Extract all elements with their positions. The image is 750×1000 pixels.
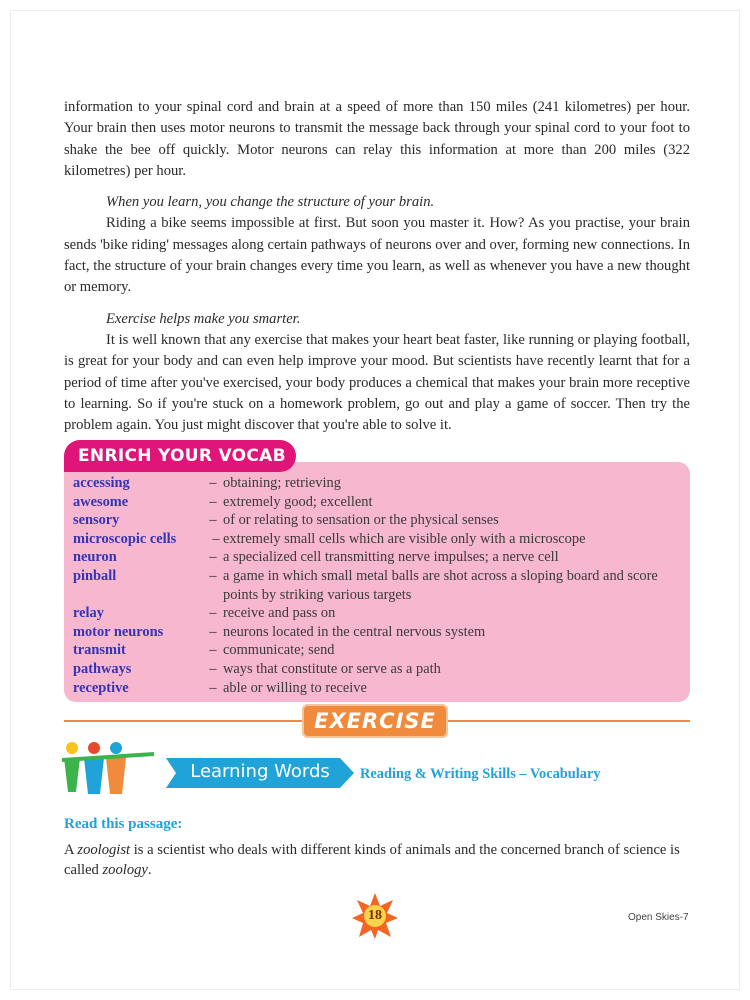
vocab-dash: –: [212, 530, 220, 547]
vocab-row: [73, 641, 683, 660]
subheading-learn: When you learn, you change the structure of your brain.: [106, 194, 435, 211]
vocab-word: awesome: [73, 493, 129, 510]
vocab-dash: –: [209, 660, 217, 677]
vocab-row: [73, 474, 683, 493]
vocab-definition: able or willing to receive: [223, 679, 367, 696]
vocab-definition: a game in which small metal balls are shot across a sloping board and score points by striking various targets: [223, 567, 658, 603]
vocab-dash: –: [209, 679, 217, 696]
vocab-dash: –: [209, 549, 217, 566]
vocab-definition: receive and pass on: [223, 605, 336, 622]
vocab-row: [73, 623, 683, 642]
vocab-definition: obtaining; retrieving: [223, 475, 341, 491]
vocab-definition: ways that constitute or serve as a path: [223, 660, 441, 677]
vocab-word: sensory: [73, 512, 120, 529]
vocab-word: relay: [73, 605, 104, 622]
paragraph-1: information to your spinal cord and brain at a speed of more than 150 miles (241 kilometres) per hour. Your brain then uses motor neurons to transmit the message back through your spinal cord to your foot to shake the bee off quickly. Motor neurons can relay this information at more than 200 miles (322 kilometres) per hour.: [64, 99, 690, 179]
vocab-dash: –: [209, 642, 217, 659]
vocab-row: [73, 548, 683, 567]
learning-words-label: Learning Words: [190, 761, 330, 782]
exercise-passage: [64, 840, 690, 880]
vocab-dash: –: [209, 493, 217, 510]
page-number: 18: [368, 908, 382, 923]
vocab-row: [73, 493, 683, 512]
vocab-word: receptive: [73, 679, 129, 696]
passage-middle: is a scientist who deals with different kinds of animals and the concerned branch of science is called: [64, 842, 680, 878]
read-passage-label: Read this passage:: [64, 816, 183, 832]
vocab-row: [73, 679, 683, 698]
vocab-word: motor neurons: [73, 623, 164, 640]
passage-prefix: A: [64, 842, 78, 858]
paragraph-3: It is well known that any exercise that makes your heart beat faster, like running or playing football, is great for your body and can even help improve your mood. But scientists have recently learnt that for a period of time after you've exercised, your body produces a chemical that makes your brain more receptive to learning. So if you're stuck on a homework problem, go out and play a game of soccer. Then try the problem again. You just might discover that you're able to solve it.: [64, 331, 690, 434]
vocab-dash: –: [209, 623, 217, 640]
vocab-word: pinball: [73, 567, 117, 584]
vocab-title: ENRICH YOUR VOCAB: [64, 440, 296, 472]
vocab-row: [73, 604, 683, 623]
exercise-badge: EXERCISE: [302, 704, 448, 738]
reading-passage: [64, 97, 690, 436]
vocab-word: transmit: [73, 642, 126, 659]
people-icon: [62, 740, 154, 796]
vocab-dash: –: [209, 512, 217, 529]
book-title: Open Skies-7: [628, 912, 689, 923]
vocab-word: pathways: [73, 660, 132, 677]
vocab-row: [73, 567, 683, 604]
vocab-definition: of or relating to sensation or the physical senses: [223, 512, 499, 529]
vocab-definition: extremely good; excellent: [223, 493, 373, 510]
vocab-list: [73, 474, 683, 697]
vocab-word: neuron: [73, 549, 117, 566]
vocab-definition: communicate; send: [223, 642, 335, 659]
vocab-row: [73, 660, 683, 679]
vocab-definition: neurons located in the central nervous system: [223, 623, 486, 640]
paragraph-2: Riding a bike seems impossible at first. But soon you master it. How? As you practise, your brain sends 'bike riding' messages along certain pathways of neurons over and over, forming new connections. In fact, the structure of your brain changes every time you learn, as well as whenever you have a new thought or memory.: [64, 215, 690, 296]
subheading-exercise: Exercise helps make you smarter.: [106, 310, 301, 327]
vocab-row: [73, 530, 683, 549]
vocab-word: microscopic cells: [73, 530, 177, 547]
vocab-definition: a specialized cell transmitting nerve impulses; a nerve cell: [223, 549, 559, 566]
exercise-subtitle: Reading & Writing Skills – Vocabulary: [360, 766, 601, 782]
vocab-dash: –: [209, 605, 217, 622]
vocab-row: [73, 511, 683, 530]
passage-term-zoology: zoology: [102, 862, 148, 878]
vocab-dash: –: [209, 567, 217, 584]
passage-term-zoologist: zoologist: [77, 842, 131, 858]
vocab-dash: –: [209, 475, 217, 491]
vocab-definition: extremely small cells which are visible only with a microscope: [223, 530, 586, 547]
vocab-word: accessing: [73, 475, 130, 491]
passage-suffix: .: [147, 862, 152, 878]
